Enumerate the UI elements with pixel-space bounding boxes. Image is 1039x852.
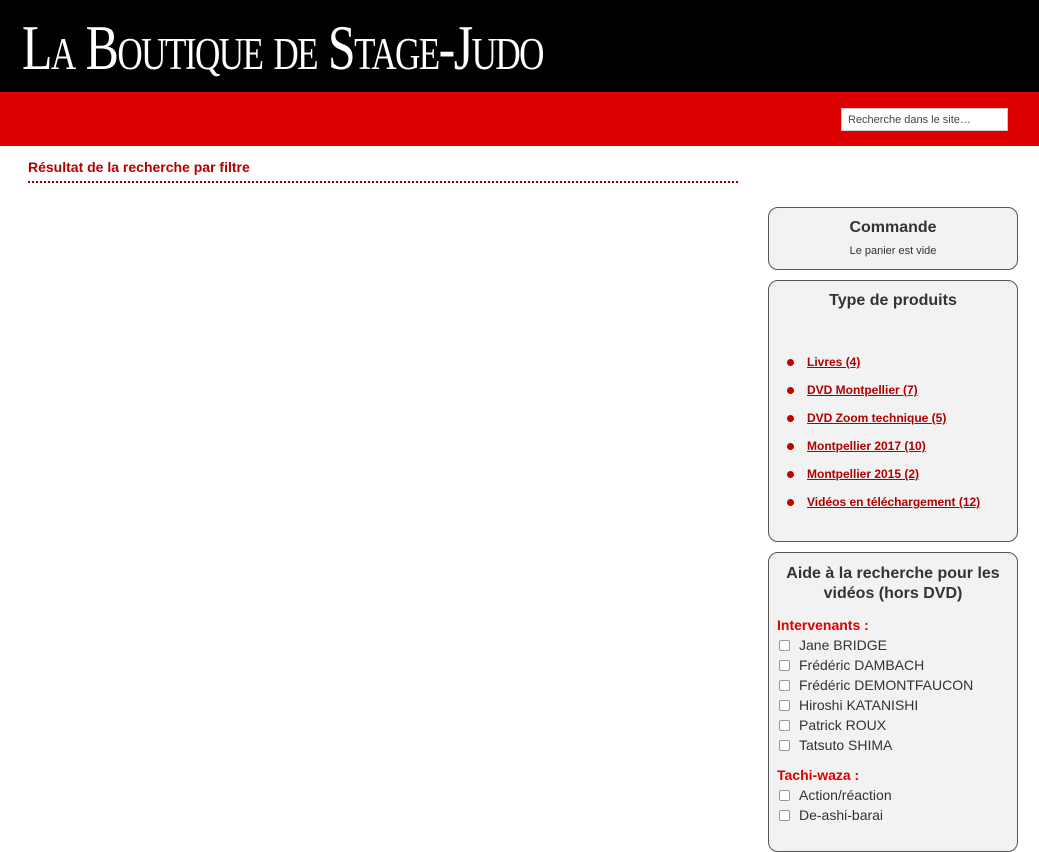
product-types-title: Type de produits [829,292,957,309]
product-type-link[interactable]: Montpellier 2017 (10) [807,439,926,453]
list-item [769,493,1017,521]
order-box-title: Commande [849,219,937,236]
site-title[interactable]: La Boutique de Stage-Judo [22,12,543,83]
filter-checkbox[interactable] [779,810,790,821]
filter-option[interactable]: Frédéric DEMONTFAUCON [777,675,1012,695]
filter-checkbox[interactable] [779,720,790,731]
list-item [769,409,1017,437]
filter-checkbox[interactable] [779,640,790,651]
filter-heading: Tachi-waza : [777,767,860,783]
bullet-icon [787,415,794,422]
order-box [768,207,1018,270]
filter-checkbox[interactable] [779,790,790,801]
bullet-icon [787,471,794,478]
search-help-title: Aide à la recherche pour les vidéos (hors DVD) [786,565,1000,602]
bullet-icon [787,387,794,394]
filter-group-tachi-waza [777,765,1012,825]
filter-checkbox[interactable] [779,660,790,671]
bullet-icon [787,499,794,506]
product-type-link[interactable]: Livres (4) [807,355,861,369]
list-item [769,353,1017,381]
list-item [769,381,1017,409]
filter-option[interactable]: Patrick ROUX [777,715,1012,735]
filter-option[interactable]: Hiroshi KATANISHI [777,695,1012,715]
filter-option[interactable]: Tatsuto SHIMA [777,735,1012,755]
filter-checkbox[interactable] [779,680,790,691]
product-type-link[interactable]: DVD Montpellier (7) [807,383,918,397]
bullet-icon [787,359,794,366]
filter-option[interactable]: Action/réaction [777,785,1012,805]
filter-option[interactable]: Frédéric DAMBACH [777,655,1012,675]
site-header [0,0,1039,92]
product-type-link[interactable]: DVD Zoom technique (5) [807,411,947,425]
filter-heading: Intervenants : [777,617,869,633]
filter-group-intervenants [777,615,1012,755]
site-search-input[interactable] [841,108,1008,131]
list-item [769,437,1017,465]
search-help-box [768,552,1018,852]
product-types-box [768,280,1018,542]
product-type-link[interactable]: Montpellier 2015 (2) [807,467,920,481]
product-types-list [769,353,1017,521]
list-item [769,465,1017,493]
filter-option[interactable]: De-ashi-barai [777,805,1012,825]
filter-checkbox[interactable] [779,700,790,711]
product-type-link[interactable]: Vidéos en téléchargement (12) [807,495,981,509]
filter-option[interactable]: Jane BRIDGE [777,635,1012,655]
filter-checkbox[interactable] [779,740,790,751]
page-title: Résultat de la recherche par filtre [28,159,738,183]
bullet-icon [787,443,794,450]
cart-status: Le panier est vide [849,245,937,257]
